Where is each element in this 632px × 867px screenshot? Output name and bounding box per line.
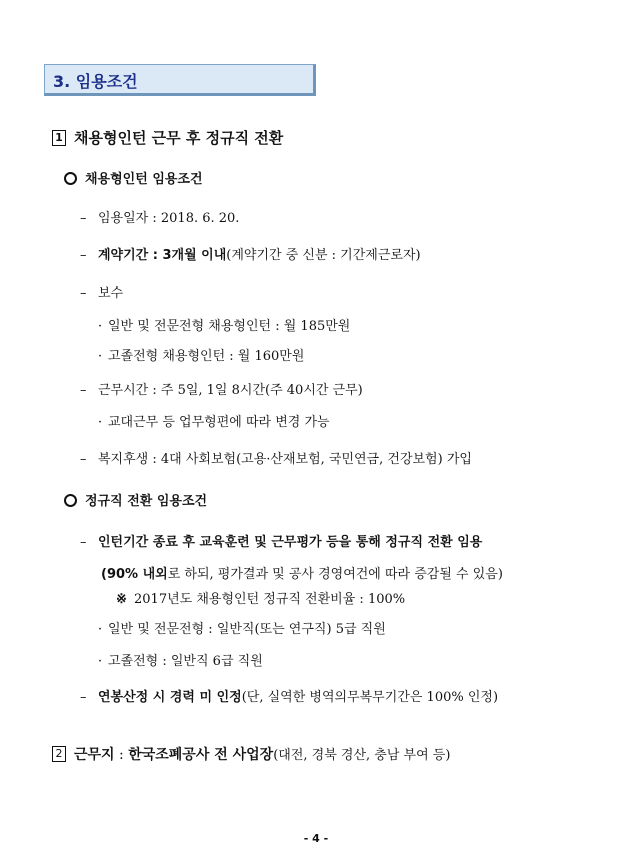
subheading-2 bbox=[64, 493, 207, 511]
conversion-text: 인턴기간 종료 후 교육훈련 및 근무평가 등을 통해 정규직 전환 임용 bbox=[98, 535, 483, 550]
heading-1-title: 채용형인턴 근무 후 정규직 전환 bbox=[74, 129, 284, 147]
heading-2-sep: : bbox=[114, 747, 129, 763]
subheading-1-title: 채용형인턴 임용조건 bbox=[85, 172, 203, 187]
dot-marker: · bbox=[98, 622, 103, 637]
item-appointment-date bbox=[80, 210, 239, 228]
heading-2-label: 근무지 bbox=[74, 747, 115, 763]
dash-marker: – bbox=[80, 286, 87, 301]
heading-2-place: 한국조폐공사 전 사업장 bbox=[128, 747, 274, 763]
grade-general-text: 일반 및 전문전형 : 일반직(또는 연구직) 5급 직원 bbox=[108, 622, 386, 637]
dot-marker: · bbox=[98, 415, 103, 430]
item-pay-highschool bbox=[98, 348, 304, 366]
contract-period-bold: 계약기간 : 3개월 이내 bbox=[98, 248, 227, 263]
item-welfare bbox=[80, 451, 472, 469]
reference-text: 2017년도 채용형인턴 정규직 전환비율 : 100% bbox=[134, 592, 406, 607]
dot-marker: · bbox=[98, 654, 103, 669]
dash-marker: – bbox=[80, 211, 87, 226]
contract-period-note: (계약기간 중 신분 : 기간제근로자) bbox=[226, 248, 421, 263]
dash-marker: – bbox=[80, 452, 87, 467]
heading-2-place-note: (대전, 경북 경산, 충남 부여 등) bbox=[273, 748, 451, 763]
work-hours-text: 근무시간 : 주 5일, 1일 8시간(주 40시간 근무) bbox=[98, 383, 363, 398]
number-box: 1 bbox=[52, 130, 66, 146]
ratio-rest: 로 하되, 평가결과 및 공사 경영여건에 따라 증감될 수 있음) bbox=[167, 567, 503, 582]
reference-mark: ※ bbox=[116, 592, 127, 607]
item-conversion-reference bbox=[116, 591, 405, 609]
section-title: 3. 임용조건 bbox=[53, 72, 138, 91]
pay-highschool-text: 고졸전형 채용형인턴 : 월 160만원 bbox=[108, 349, 305, 364]
pay-general-text: 일반 및 전문전형 채용형인턴 : 월 185만원 bbox=[108, 319, 351, 334]
item-pay bbox=[80, 285, 123, 303]
heading-1 bbox=[52, 128, 283, 148]
dash-marker: – bbox=[80, 690, 87, 705]
page-number: - 4 - bbox=[303, 832, 329, 845]
dash-marker: – bbox=[80, 535, 87, 550]
dash-marker: – bbox=[80, 383, 87, 398]
dot-marker: · bbox=[98, 349, 103, 364]
heading-2 bbox=[52, 745, 450, 766]
item-work-hours-note bbox=[98, 414, 330, 432]
item-work-hours bbox=[80, 382, 363, 400]
appointment-date-text: 임용일자 : 2018. 6. 20. bbox=[98, 211, 240, 226]
section-banner bbox=[44, 64, 316, 96]
pay-text: 보수 bbox=[98, 286, 124, 301]
item-pay-general bbox=[98, 318, 350, 336]
item-grade-highschool bbox=[98, 653, 263, 671]
dot-marker: · bbox=[98, 319, 103, 334]
welfare-text: 복지후생 : 4대 사회보험(고용·산재보험, 국민연금, 건강보험) 가입 bbox=[98, 452, 472, 467]
item-grade-general bbox=[98, 621, 386, 639]
subheading-1 bbox=[64, 171, 203, 189]
grade-highschool-text: 고졸전형 : 일반직 6급 직원 bbox=[108, 654, 263, 669]
item-contract-period bbox=[80, 247, 421, 265]
subheading-2-title: 정규직 전환 임용조건 bbox=[85, 494, 208, 509]
item-conversion bbox=[80, 534, 482, 552]
career-note: (단, 실역한 병역의무복무기간은 100% 인정) bbox=[241, 690, 499, 705]
dash-marker: – bbox=[80, 248, 87, 263]
work-hours-note-text: 교대근무 등 업무형편에 따라 변경 가능 bbox=[108, 415, 330, 430]
circle-bullet-icon bbox=[64, 494, 77, 507]
ratio-bold: (90% 내외 bbox=[101, 567, 168, 582]
number-box: 2 bbox=[52, 746, 66, 762]
item-career bbox=[80, 689, 498, 707]
circle-bullet-icon bbox=[64, 172, 77, 185]
item-conversion-ratio bbox=[101, 566, 503, 584]
career-bold: 연봉산정 시 경력 미 인정 bbox=[98, 690, 242, 705]
